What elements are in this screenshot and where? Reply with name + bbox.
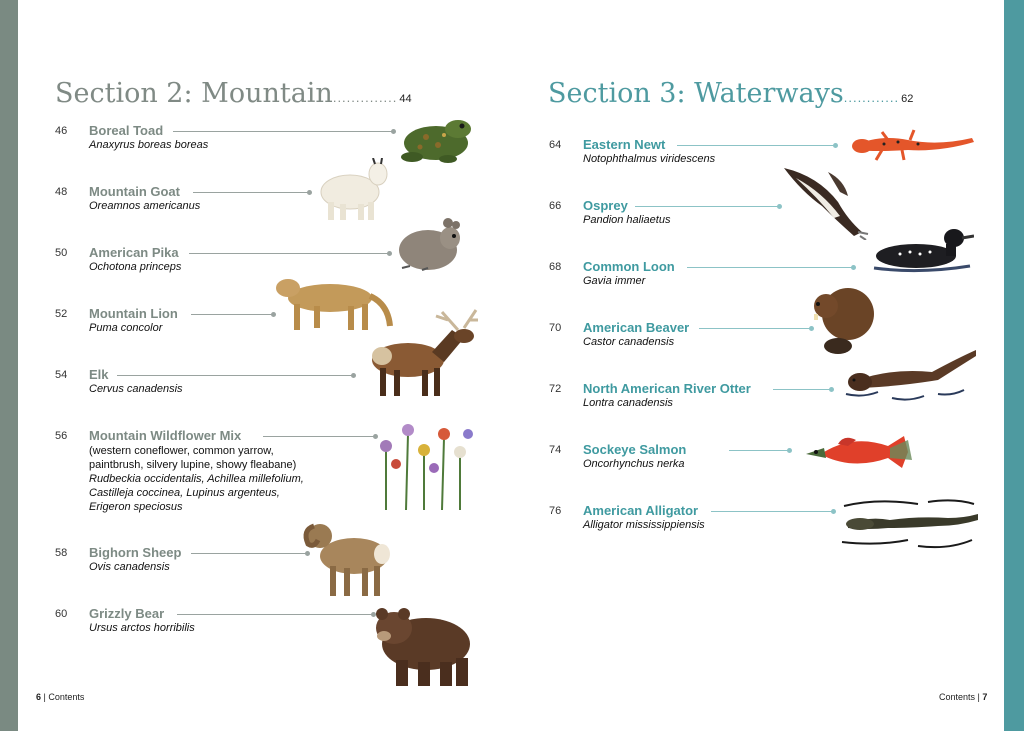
footer-right-label: Contents bbox=[939, 692, 976, 702]
section3-page: 62 bbox=[901, 93, 914, 105]
leader-line bbox=[117, 375, 355, 376]
entry-page-number: 64 bbox=[549, 139, 562, 151]
entry-scientific-name: Puma concolor bbox=[89, 322, 163, 334]
entry-name: Sockeye Salmon bbox=[583, 442, 687, 457]
entry-page-number: 68 bbox=[549, 261, 562, 273]
description-common-names-2: paintbrush, silvery lupine, showy fleabane) bbox=[89, 459, 297, 471]
section2-title-text: Section 2: Mountain bbox=[55, 78, 333, 109]
entry-scientific-name: Oncorhynchus nerka bbox=[583, 458, 685, 470]
leader-line bbox=[263, 436, 377, 437]
entry-name: Boreal Toad bbox=[89, 123, 164, 138]
entry-name: Eastern Newt bbox=[583, 137, 666, 152]
entry-name: American Alligator bbox=[583, 503, 699, 518]
alligator-icon bbox=[838, 496, 980, 552]
newt-icon bbox=[848, 124, 978, 164]
entry-scientific-name: Castor canadensis bbox=[583, 336, 675, 348]
section2-page: 44 bbox=[399, 93, 412, 105]
entry-scientific-name: Oreamnos americanus bbox=[89, 200, 201, 212]
entry-page-number: 46 bbox=[55, 125, 68, 137]
entry-name: Common Loon bbox=[583, 259, 675, 274]
entry-page-number: 56 bbox=[55, 430, 68, 442]
leader-line bbox=[677, 145, 837, 146]
description-scientific-2: Castilleja coccinea, Lupinus argenteus, bbox=[89, 487, 280, 499]
footer-left-label: Contents bbox=[48, 692, 85, 702]
entry-scientific-name: Cervus canadensis bbox=[89, 383, 183, 395]
toad-icon bbox=[400, 115, 476, 167]
entry-scientific-name: Gavia immer bbox=[583, 275, 646, 287]
entry-scientific-name: Pandion haliaetus bbox=[583, 214, 671, 226]
loon-icon bbox=[870, 222, 974, 274]
entry-page-number: 72 bbox=[549, 383, 562, 395]
entry-description bbox=[89, 444, 304, 514]
entry-scientific-name: Anaxyrus boreas boreas bbox=[89, 139, 209, 151]
entry-name: Mountain Wildflower Mix bbox=[89, 428, 242, 443]
entry-name: Elk bbox=[89, 367, 109, 382]
wildflowers-icon bbox=[372, 414, 478, 514]
entry-page-number: 74 bbox=[549, 444, 562, 456]
entry-scientific-name: Ursus arctos horribilis bbox=[89, 622, 195, 634]
entry-page-number: 58 bbox=[55, 547, 68, 559]
grizzly-bear-icon bbox=[370, 604, 476, 688]
footer-right-page: 7 bbox=[982, 692, 988, 702]
section3-dots: ............ bbox=[843, 90, 900, 105]
entry-page-number: 66 bbox=[549, 200, 562, 212]
entry-scientific-name: Lontra canadensis bbox=[583, 397, 673, 409]
entry-page-number: 52 bbox=[55, 308, 68, 320]
description-common-names-1: (western coneflower, common yarrow, bbox=[89, 445, 274, 457]
goat-icon bbox=[318, 158, 392, 224]
leader-line bbox=[191, 553, 309, 554]
footer-left-separator: | bbox=[43, 692, 46, 702]
leader-line bbox=[729, 450, 791, 451]
leader-line bbox=[177, 614, 375, 615]
leader-line bbox=[173, 131, 395, 132]
salmon-icon bbox=[804, 430, 916, 476]
section2-title bbox=[55, 78, 412, 109]
footer-left bbox=[36, 692, 84, 702]
entry-name: Mountain Lion bbox=[89, 306, 178, 321]
entry-page-number: 48 bbox=[55, 186, 68, 198]
leader-line bbox=[191, 314, 275, 315]
leader-line bbox=[189, 253, 391, 254]
entry-name: Mountain Goat bbox=[89, 184, 180, 199]
leader-line bbox=[193, 192, 311, 193]
entry-page-number: 54 bbox=[55, 369, 68, 381]
entry-page-number: 60 bbox=[55, 608, 68, 620]
otter-icon bbox=[842, 346, 978, 404]
entry-name: American Beaver bbox=[583, 320, 690, 335]
entry-scientific-name: Ovis canadensis bbox=[89, 561, 170, 573]
leader-line bbox=[773, 389, 833, 390]
page-edge-left bbox=[0, 0, 18, 731]
description-scientific-3: Erigeron speciosus bbox=[89, 501, 183, 513]
osprey-icon bbox=[778, 162, 874, 240]
pika-icon bbox=[396, 218, 466, 276]
entry-page-number: 50 bbox=[55, 247, 68, 259]
leader-line bbox=[687, 267, 855, 268]
footer-right-separator: | bbox=[977, 692, 980, 702]
section3-title bbox=[548, 78, 913, 109]
section2-dots: .............. bbox=[332, 90, 398, 105]
leader-line bbox=[711, 511, 835, 512]
footer-left-page: 6 bbox=[36, 692, 42, 702]
footer-right bbox=[939, 692, 987, 702]
entry-name: Osprey bbox=[583, 198, 628, 213]
leader-line bbox=[699, 328, 813, 329]
description-scientific-1: Rudbeckia occidentalis, Achillea millefolium, bbox=[89, 473, 304, 485]
entry-scientific-name: Alligator mississippiensis bbox=[583, 519, 705, 531]
leader-line bbox=[635, 206, 781, 207]
entry-scientific-name: Ochotona princeps bbox=[89, 261, 182, 273]
page-edge-right bbox=[1004, 0, 1024, 731]
entry-page-number: 76 bbox=[549, 505, 562, 517]
entry-name: North American River Otter bbox=[583, 381, 751, 396]
entry-name: American Pika bbox=[89, 245, 179, 260]
entry-page-number: 70 bbox=[549, 322, 562, 334]
entry-name: Bighorn Sheep bbox=[89, 545, 182, 560]
entry-scientific-name: Notophthalmus viridescens bbox=[583, 153, 716, 165]
section3-title-text: Section 3: Waterways bbox=[548, 78, 844, 109]
elk-icon bbox=[360, 306, 480, 400]
entry-name: Grizzly Bear bbox=[89, 606, 165, 621]
bighorn-sheep-icon bbox=[300, 512, 396, 600]
